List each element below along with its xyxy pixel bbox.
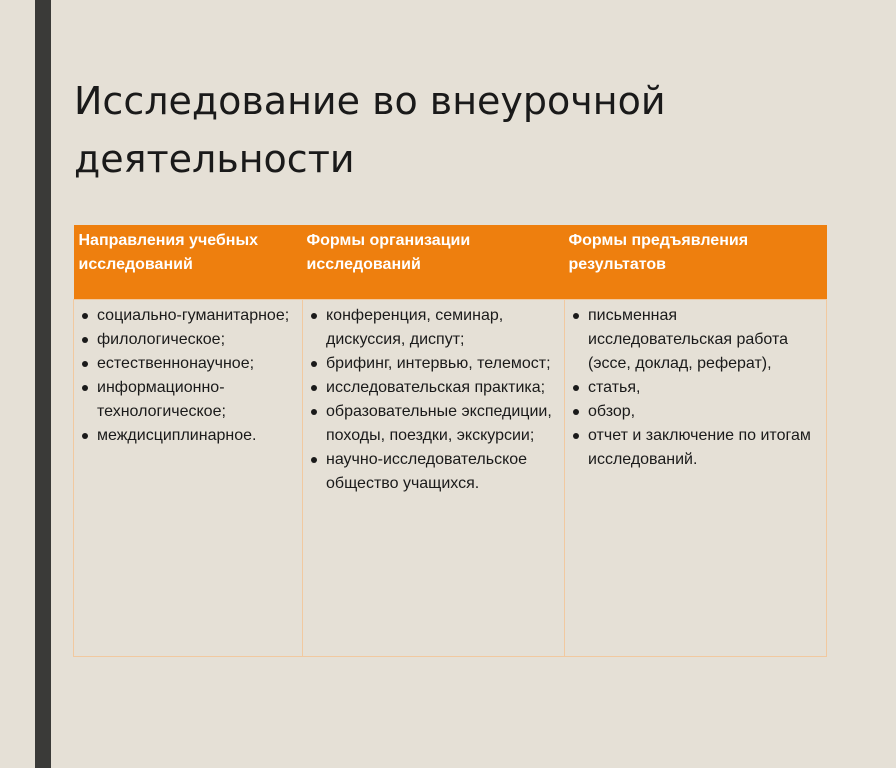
header-result-forms: Формы предъявления результатов (565, 225, 827, 299)
list-item: социально-гуманитарное; (78, 304, 298, 328)
cell-directions (74, 299, 303, 657)
list-item: научно-исследовательское общество учащихся. (307, 448, 560, 496)
decorative-left-bar (35, 0, 51, 768)
list-item: отчет и заключение по итогам исследований. (569, 424, 822, 472)
cell-result-forms (565, 299, 827, 657)
table (73, 225, 827, 657)
table-row (74, 299, 827, 657)
slide-title-line-2: деятельности (74, 137, 355, 181)
organization-forms-list (307, 304, 560, 496)
list-item: образовательные экспедиции, походы, поездки, экскурсии; (307, 400, 560, 448)
research-forms-table (73, 225, 826, 657)
header-directions: Направления учебных исследований (74, 225, 303, 299)
slide-title-line-1: Исследование во внеурочной (74, 79, 666, 123)
list-item: филологическое; (78, 328, 298, 352)
result-forms-list (569, 304, 822, 472)
list-item: брифинг, интервью, телемост; (307, 352, 560, 376)
list-item: конференция, семинар, дискуссия, диспут; (307, 304, 560, 352)
slide-title (74, 72, 834, 188)
list-item: статья, (569, 376, 822, 400)
list-item: информационно-технологическое; (78, 376, 298, 424)
list-item: естественнонаучное; (78, 352, 298, 376)
list-item: письменная исследовательская работа (эссе, доклад, реферат), (569, 304, 822, 376)
list-item: междисциплинарное. (78, 424, 298, 448)
header-organization-forms: Формы организации исследований (303, 225, 565, 299)
directions-list (78, 304, 298, 448)
list-item: обзор, (569, 400, 822, 424)
list-item: исследовательская практика; (307, 376, 560, 400)
cell-organization-forms (303, 299, 565, 657)
table-header-row (74, 225, 827, 299)
